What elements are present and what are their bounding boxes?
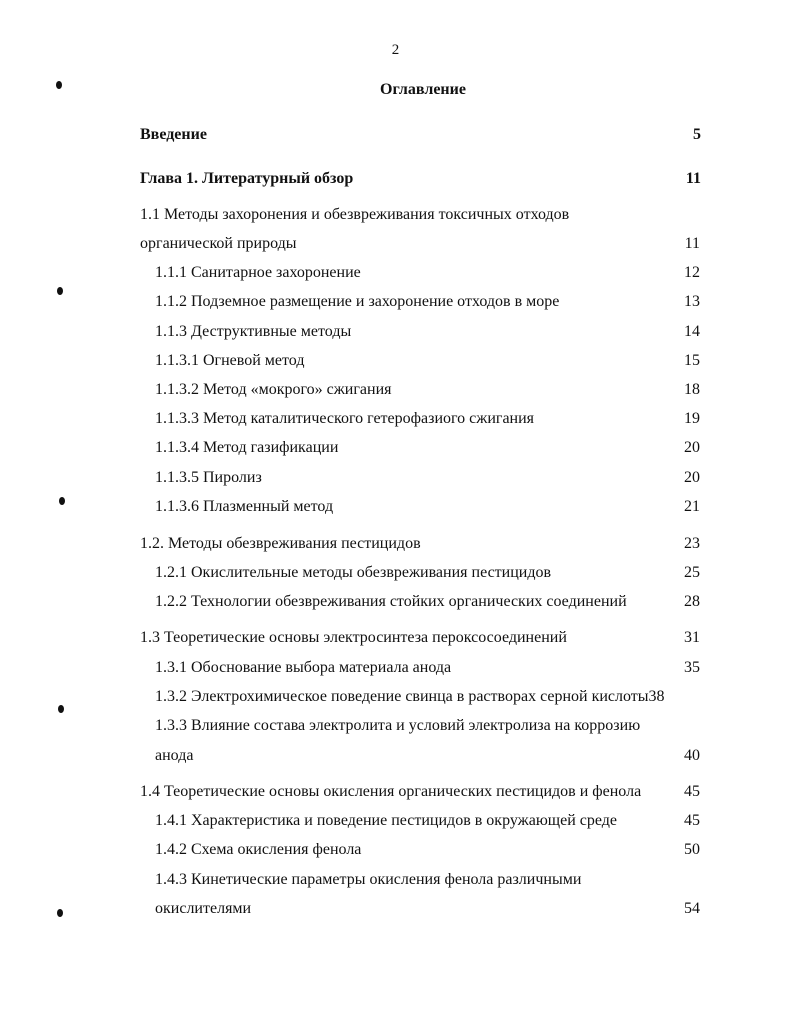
toc-page-chapter-1: 11: [685, 170, 701, 187]
toc-entry-1-3-3: 1.3.3 Влияние состава электролита и условий электролиза на коррозию: [155, 717, 641, 734]
toc-entry-1-1-3-1: 1.1.3.1 Огневой метод: [155, 352, 305, 369]
toc-entry-1-1-3-2: 1.1.3.2 Метод «мокрого» сжигания: [155, 381, 392, 398]
toc-entry-1-4-1: 1.4.1 Характеристика и поведение пестицидов в окружающей среде: [155, 812, 617, 829]
toc-entry-1-4: 1.4 Теоретические основы окисления органических пестицидов и фенола: [140, 783, 642, 800]
toc-entry-1-3-1: 1.3.1 Обоснование выбора материала анода: [155, 659, 452, 676]
toc-entry-1-1-3-4: 1.1.3.4 Метод газификации: [155, 439, 339, 456]
toc-page-1-3: 31: [684, 629, 700, 646]
toc-entry-1-2-1: 1.2.1 Окислительные методы обезвреживания пестицидов: [155, 564, 552, 581]
toc-entry-introduction: Введение: [140, 126, 207, 143]
toc-entry-1-1: 1.1 Методы захоронения и обезвреживания токсичных отходов: [140, 206, 570, 223]
toc-page-1-2-2: 28: [684, 593, 700, 610]
toc-entry-1-1-cont: органической природы: [140, 235, 297, 252]
toc-entry-1-1-1: 1.1.1 Санитарное захоронение: [155, 264, 361, 281]
toc-entry-1-3: 1.3 Теоретические основы электросинтеза пероксосоединений: [140, 629, 567, 646]
toc-page-1-1-3-2: 18: [684, 381, 700, 398]
toc-entry-1-1-3: 1.1.3 Деструктивные методы: [155, 323, 352, 340]
toc-page-1-1-3-4: 20: [684, 439, 700, 456]
toc-page-1-1: 11: [684, 235, 700, 252]
toc-entry-1-4-3-cont: окислителями: [155, 900, 252, 917]
toc-page-1-3-3: 40: [684, 747, 700, 764]
toc-page-1-1-3-3: 19: [684, 410, 700, 427]
toc-page-1-1-1: 12: [684, 264, 700, 281]
binder-hole-mark: [57, 909, 63, 917]
toc-page-1-4-1: 45: [684, 812, 700, 829]
binder-hole-mark: [57, 287, 63, 295]
toc-page-1-2: 23: [684, 535, 700, 552]
toc-entry-1-1-3-3: 1.1.3.3 Метод каталитического гетерофазиого сжигания: [155, 410, 535, 427]
toc-entry-chapter-1: Глава 1. Литературный обзор: [140, 170, 354, 187]
binder-hole-mark: [58, 705, 64, 713]
toc-page-1-1-3: 14: [684, 323, 700, 340]
page-number: 2: [391, 42, 400, 58]
toc-entry-1-1-3-6: 1.1.3.6 Плазменный метод: [155, 498, 334, 515]
toc-title: Оглавление: [380, 81, 466, 98]
toc-entry-1-2: 1.2. Методы обезвреживания пестицидов: [140, 535, 421, 552]
binder-hole-mark: [59, 497, 65, 505]
toc-page-1-4: 45: [684, 783, 700, 800]
toc-page-1-1-3-1: 15: [684, 352, 700, 369]
toc-entry-1-4-2: 1.4.2 Схема окисления фенола: [155, 841, 362, 858]
toc-entry-1-1-2: 1.1.2 Подземное размещение и захоронение отходов в море: [155, 293, 560, 310]
toc-page-1-2-1: 25: [684, 564, 700, 581]
toc-page-1-1-3-6: 21: [684, 498, 700, 515]
toc-entry-1-2-2: 1.2.2 Технологии обезвреживания стойких органических соединений: [155, 593, 627, 610]
toc-page-introduction: 5: [693, 126, 701, 143]
toc-entry-1-4-3: 1.4.3 Кинетические параметры окисления фенола различными: [155, 871, 582, 888]
toc-page-1-4-2: 50: [684, 841, 700, 858]
binder-hole-mark: [56, 81, 62, 89]
toc-page-1-4-3: 54: [684, 900, 700, 917]
toc-page-1-3-1: 35: [684, 659, 700, 676]
toc-page-1-1-2: 13: [684, 293, 700, 310]
toc-entry-1-1-3-5: 1.1.3.5 Пиролиз: [155, 469, 262, 486]
toc-page-1-1-3-5: 20: [684, 469, 700, 486]
toc-entry-1-3-3-cont: анода: [155, 747, 194, 764]
toc-entry-1-3-2: 1.3.2 Электрохимическое поведение свинца в растворах серной кислоты38: [155, 688, 665, 705]
